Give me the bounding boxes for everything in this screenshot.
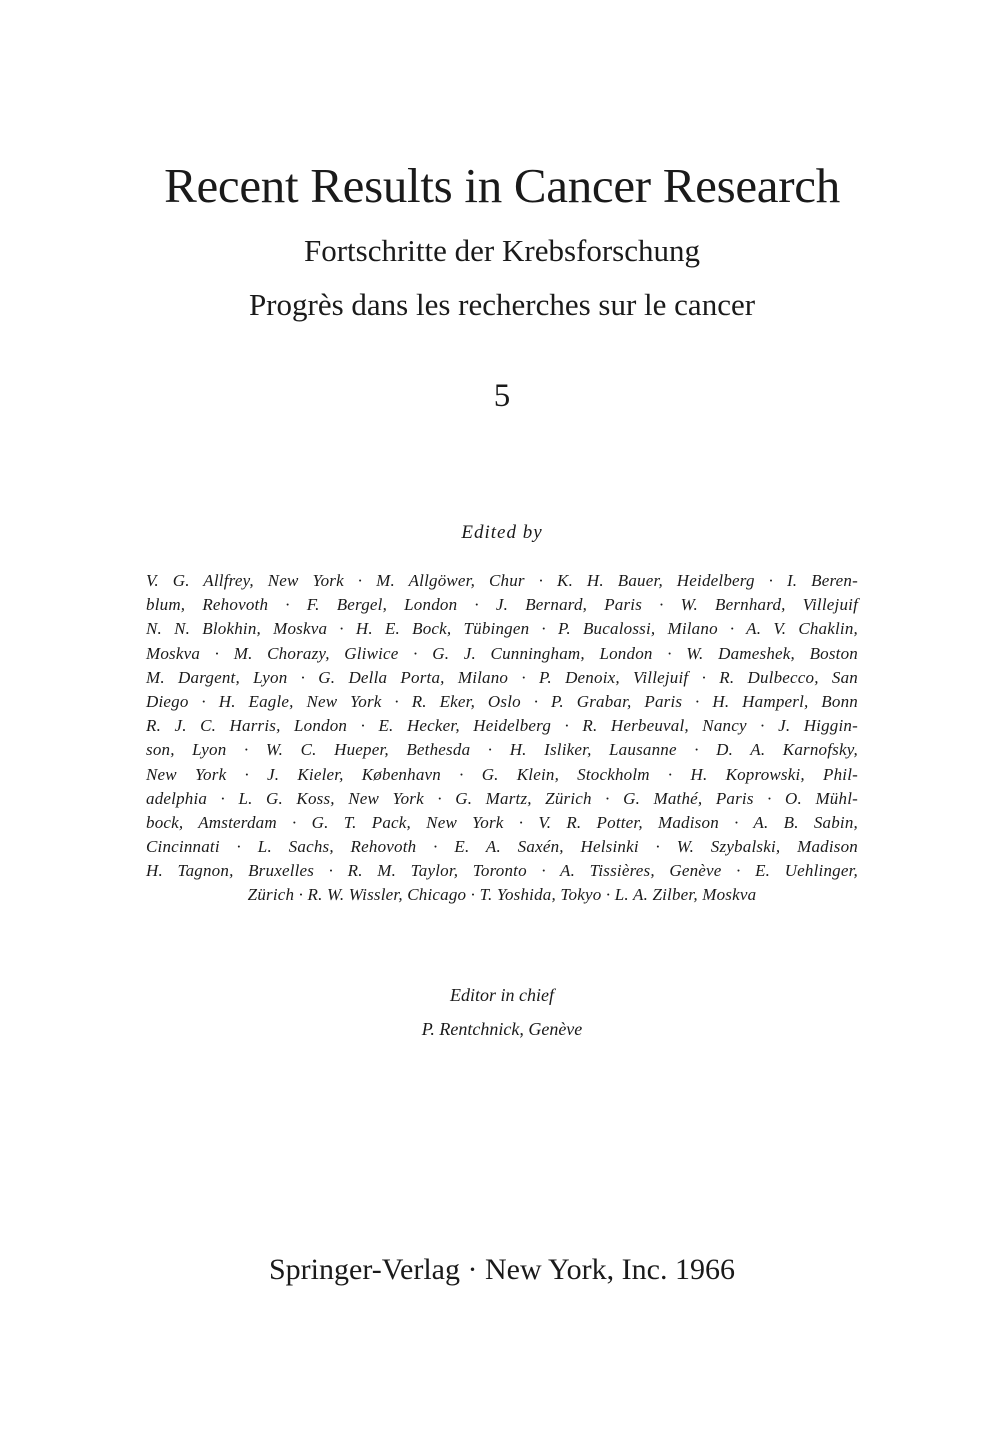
edited-by-label: Edited by [461,522,543,543]
series-title: Recent Results in Cancer Research [164,158,840,213]
editors-line: V. G. Allfrey, New York · M. Allgöwer, Chur · K. H. Bauer, Heidelberg · I. Beren- [146,571,858,590]
editors-line: N. N. Blokhin, Moskva · H. E. Bock, Tübingen · P. Bucalossi, Milano · A. V. Chaklin, [146,619,858,639]
editors-line: R. J. C. Harris, London · E. Hecker, Heidelberg · R. Herbeuval, Nancy · J. Higgin- [146,716,858,736]
editors-line: blum, Rehovoth · F. Bergel, London · J. Bernard, Paris · W. Bernhard, Villejuif [146,595,858,615]
editors-line: Diego · H. Eagle, New York · R. Eker, Oslo · P. Grabar, Paris · H. Hamperl, Bonn [146,691,858,711]
volume-number: 5 [493,378,511,414]
editors-line: Cincinnati · L. Sachs, Rehovoth · E. A. Saxén, Helsinki · W. Szybalski, Madison [146,837,858,857]
editors-line: son, Lyon · W. C. Hueper, Bethesda · H. Isliker, Lausanne · D. A. Karnofsky, [146,740,858,760]
editors-line: Zürich · R. W. Wissler, Chicago · T. Yoshida, Tokyo · L. A. Zilber, Moskva [247,885,757,905]
editors-line: adelphia · L. G. Koss, New York · G. Martz, Zürich · G. Mathé, Paris · O. Mühl- [146,788,858,808]
editors-list [146,569,858,908]
editors-line: H. Tagnon, Bruxelles · R. M. Taylor, Toronto · A. Tissières, Genève · E. Uehlinger, [146,861,858,881]
editors-line: bock, Amsterdam · G. T. Pack, New York · V. R. Potter, Madison · A. B. Sabin, [146,812,858,832]
editor-in-chief-label: Editor in chief [450,985,554,1005]
editor-in-chief-name: P. Rentchnick, Genève [421,1019,583,1039]
publisher-imprint: Springer-Verlag · New York, Inc. 1966 [269,1253,735,1286]
editors-line: Moskva · M. Chorazy, Gliwice · G. J. Cunningham, London · W. Dameshek, Boston [146,643,858,663]
series-subtitle-german: Fortschritte der Krebsforschung [303,233,700,268]
editors-line: New York · J. Kieler, København · G. Klein, Stockholm · H. Koprowski, Phil- [146,764,858,784]
editors-line: M. Dargent, Lyon · G. Della Porta, Milano · P. Denoix, Villejuif · R. Dulbecco, San [146,667,858,687]
series-subtitle-french: Progrès dans les recherches sur le cancer [248,287,756,322]
